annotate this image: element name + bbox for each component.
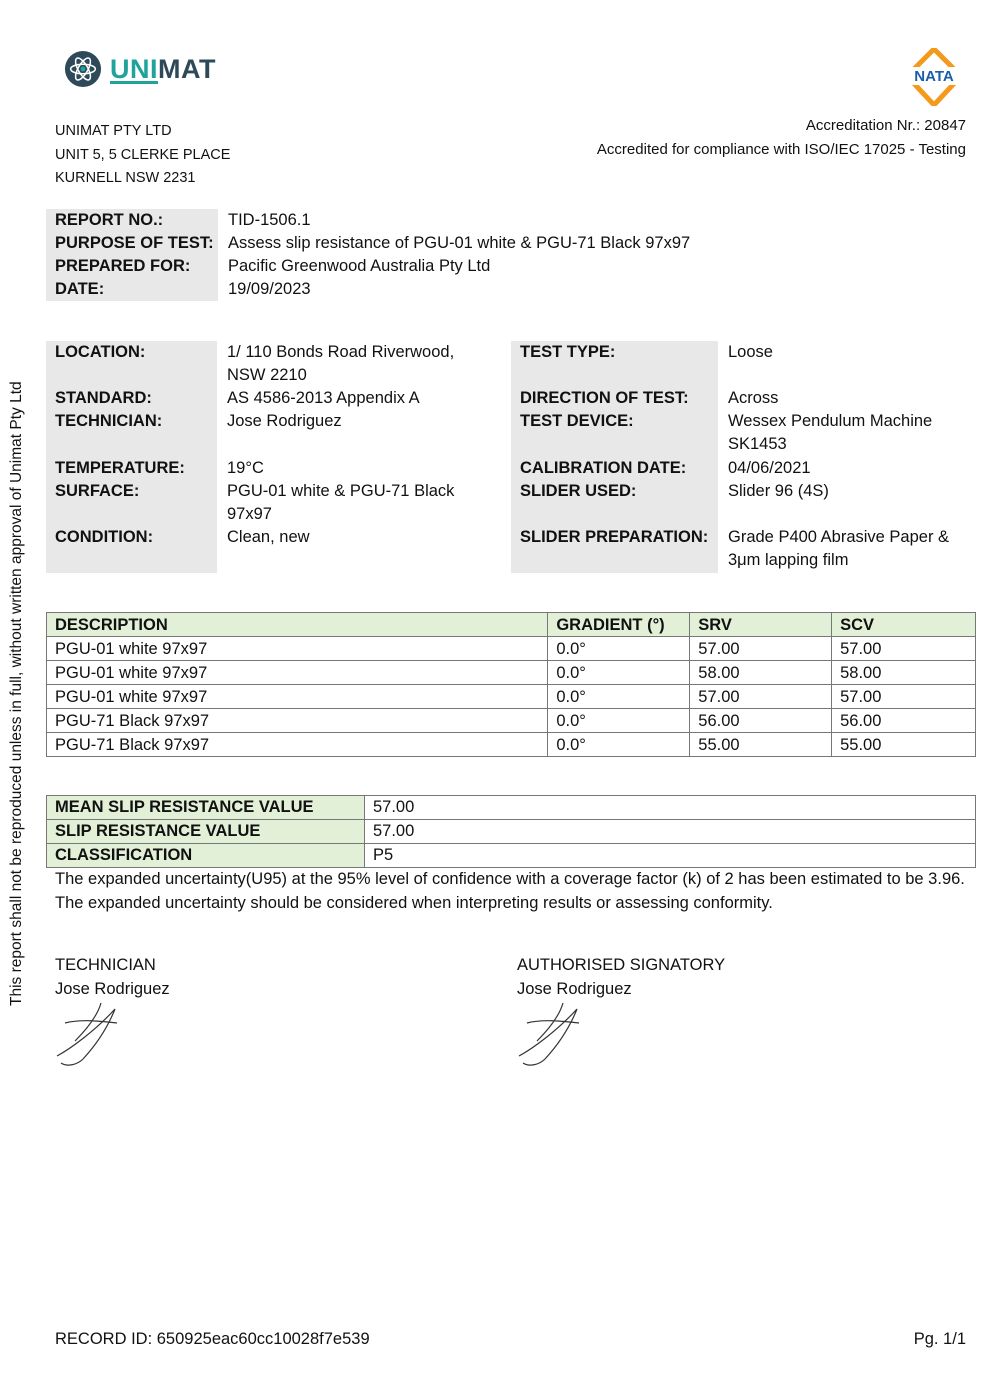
results-table <box>46 612 976 757</box>
column-header: SRV <box>690 613 832 637</box>
table-header-row <box>47 613 976 637</box>
brand-wordmark: UNIMAT <box>110 53 216 84</box>
accreditation-block <box>597 114 966 161</box>
atom-logo-icon <box>64 50 102 88</box>
unimat-logo <box>64 48 224 90</box>
table-cell: 58.00 <box>832 661 976 685</box>
summary-row <box>47 844 976 868</box>
location-value: NSW 2210 <box>227 366 307 384</box>
technician-value: Jose Rodriguez <box>227 412 342 430</box>
direction-label: DIRECTION OF TEST: <box>520 389 689 407</box>
report-value: Assess slip resistance of PGU-01 white & PGU-71 Black 97x97 <box>228 234 691 252</box>
summary-value: P5 <box>365 844 976 868</box>
temperature-label: TEMPERATURE: <box>55 459 185 477</box>
nata-logo <box>906 48 962 106</box>
test-type-label: TEST TYPE: <box>520 343 616 361</box>
location-label: LOCATION: <box>55 343 146 361</box>
signature-name: Jose Rodriguez <box>55 980 170 998</box>
location-value: 1/ 110 Bonds Road Riverwood, <box>227 343 455 361</box>
signature-title: AUTHORISED SIGNATORY <box>517 956 726 974</box>
column-header: SCV <box>832 613 976 637</box>
table-cell: 0.0° <box>548 685 690 709</box>
slider-prep-label: SLIDER PREPARATION: <box>520 528 709 546</box>
table-cell: PGU-71 Black 97x97 <box>47 709 548 733</box>
accreditation-number: Accreditation Nr.: 20847 <box>805 117 966 134</box>
summary-label: SLIP RESISTANCE VALUE <box>47 820 365 844</box>
signature-image <box>517 1001 587 1069</box>
test-device-value: SK1453 <box>728 435 787 453</box>
table-cell: 0.0° <box>548 661 690 685</box>
test-device-label: TEST DEVICE: <box>520 412 634 430</box>
table-cell: 56.00 <box>690 709 832 733</box>
temperature-value: 19°C <box>227 459 264 477</box>
column-header: DESCRIPTION <box>47 613 548 637</box>
report-label: PURPOSE OF TEST: <box>46 232 218 255</box>
signature-title: TECHNICIAN <box>55 956 156 974</box>
address-line: UNIT 5, 5 CLERKE PLACE <box>55 146 231 163</box>
signature-image <box>55 1001 125 1069</box>
report-label: DATE: <box>46 278 218 301</box>
report-label: REPORT NO.: <box>46 209 218 232</box>
signature-name: Jose Rodriguez <box>517 980 632 998</box>
surface-value: PGU-01 white & PGU-71 Black <box>227 482 455 500</box>
reproduction-notice: This report shall not be reproduced unless in full, without written approval of Unimat Pty Ltd <box>8 381 25 1006</box>
uncertainty-statement: The expanded uncertainty(U95) at the 95% level of confidence with a coverage factor (k) of 2 has been estimated to be 3.96. The expanded uncertainty should be considered when interpreting results or assessing conformity. <box>55 870 965 912</box>
summary-value: 57.00 <box>365 796 976 820</box>
table-cell: PGU-01 white 97x97 <box>47 661 548 685</box>
report-value: 19/09/2023 <box>228 280 311 298</box>
slider-prep-value: Grade P400 Abrasive Paper & <box>728 528 950 546</box>
slider-prep-value: 3μm lapping film <box>728 551 849 569</box>
column-header: GRADIENT (°) <box>548 613 690 637</box>
table-cell: PGU-01 white 97x97 <box>47 685 548 709</box>
table-row <box>47 709 976 733</box>
table-cell: 57.00 <box>690 637 832 661</box>
technician-signature-block <box>55 953 170 1076</box>
address-line: KURNELL NSW 2231 <box>55 170 196 186</box>
summary-row <box>47 796 976 820</box>
table-row <box>47 661 976 685</box>
condition-value: Clean, new <box>227 528 310 546</box>
test-type-value: Loose <box>728 343 773 361</box>
table-cell: 55.00 <box>690 733 832 757</box>
record-id: RECORD ID: 650925eac60cc10028f7e539 <box>55 1330 370 1348</box>
surface-label: SURFACE: <box>55 482 140 500</box>
slider-value: Slider 96 (4S) <box>728 482 829 500</box>
table-cell: 56.00 <box>832 709 976 733</box>
condition-label: CONDITION: <box>55 528 154 546</box>
table-cell: PGU-71 Black 97x97 <box>47 733 548 757</box>
report-value: Pacific Greenwood Australia Pty Ltd <box>228 257 491 275</box>
table-cell: PGU-01 white 97x97 <box>47 637 548 661</box>
summary-label: MEAN SLIP RESISTANCE VALUE <box>47 796 365 820</box>
signatory-signature-block <box>517 953 725 1076</box>
table-row <box>47 685 976 709</box>
table-cell: 58.00 <box>690 661 832 685</box>
report-info <box>46 209 746 301</box>
calibration-label: CALIBRATION DATE: <box>520 459 687 477</box>
report-label: PREPARED FOR: <box>46 255 218 278</box>
test-device-value: Wessex Pendulum Machine <box>728 412 933 430</box>
table-cell: 0.0° <box>548 709 690 733</box>
direction-value: Across <box>728 389 779 407</box>
calibration-value: 04/06/2021 <box>728 459 811 477</box>
technician-label: TECHNICIAN: <box>55 412 163 430</box>
surface-value: 97x97 <box>227 505 272 523</box>
report-row <box>46 209 746 232</box>
report-value: TID-1506.1 <box>228 211 311 229</box>
accreditation-text: Accredited for compliance with ISO/IEC 17025 - Testing <box>596 140 966 158</box>
standard-label: STANDARD: <box>55 389 152 407</box>
address-line: UNIMAT PTY LTD <box>55 123 172 139</box>
table-cell: 0.0° <box>548 733 690 757</box>
table-cell: 57.00 <box>832 637 976 661</box>
standard-value: AS 4586-2013 Appendix A <box>227 389 420 407</box>
test-details <box>46 341 976 573</box>
report-row <box>46 278 746 301</box>
table-row <box>47 637 976 661</box>
report-row <box>46 255 746 278</box>
page-number: Pg. 1/1 <box>913 1330 966 1348</box>
report-row <box>46 232 746 255</box>
summary-value: 57.00 <box>365 820 976 844</box>
table-cell: 0.0° <box>548 637 690 661</box>
nata-logo-text: NATA <box>914 68 954 85</box>
company-address <box>55 120 230 191</box>
slider-label: SLIDER USED: <box>520 482 637 500</box>
table-cell: 57.00 <box>832 685 976 709</box>
table-row <box>47 733 976 757</box>
summary-row <box>47 820 976 844</box>
table-cell: 57.00 <box>690 685 832 709</box>
summary-table <box>46 795 976 868</box>
table-cell: 55.00 <box>832 733 976 757</box>
summary-label: CLASSIFICATION <box>47 844 365 868</box>
